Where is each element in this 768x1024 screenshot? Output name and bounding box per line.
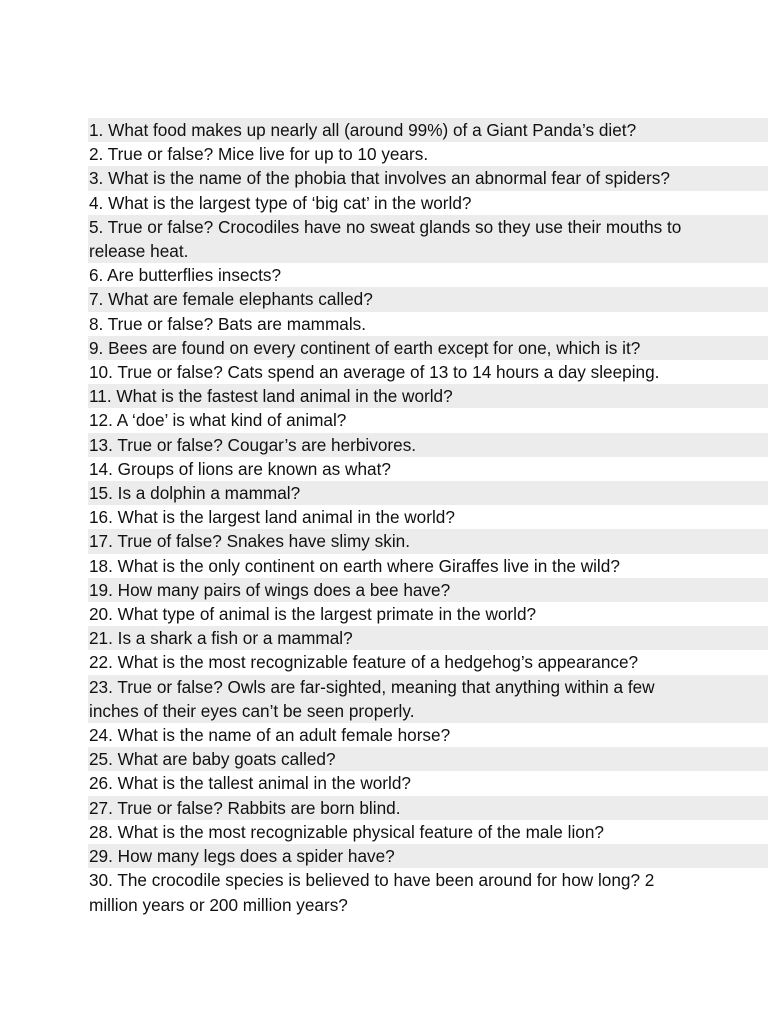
question-29: 29. How many legs does a spider have?	[88, 844, 768, 868]
question-6: 6. Are butterflies insects?	[88, 263, 768, 287]
question-2: 2. True or false? Mice live for up to 10 years.	[88, 142, 768, 166]
question-3: 3. What is the name of the phobia that involves an abnormal fear of spiders?	[88, 166, 768, 190]
question-19: 19. How many pairs of wings does a bee have?	[88, 578, 768, 602]
question-28: 28. What is the most recognizable physical feature of the male lion?	[88, 820, 768, 844]
question-26: 26. What is the tallest animal in the world?	[88, 771, 768, 795]
question-14: 14. Groups of lions are known as what?	[88, 457, 768, 481]
question-18: 18. What is the only continent on earth where Giraffes live in the wild?	[88, 554, 768, 578]
question-21: 21. Is a shark a fish or a mammal?	[88, 626, 768, 650]
question-20: 20. What type of animal is the largest primate in the world?	[88, 602, 768, 626]
question-30: 30. The crocodile species is believed to have been around for how long? 2 million years or 200 million years?	[88, 868, 768, 916]
question-7: 7. What are female elephants called?	[88, 287, 768, 311]
question-17: 17. True of false? Snakes have slimy skin.	[88, 529, 768, 553]
question-9: 9. Bees are found on every continent of earth except for one, which is it?	[88, 336, 768, 360]
question-12: 12. A ‘doe’ is what kind of animal?	[88, 408, 768, 432]
question-22: 22. What is the most recognizable feature of a hedgehog’s appearance?	[88, 650, 768, 674]
question-5: 5. True or false? Crocodiles have no sweat glands so they use their mouths to release heat.	[88, 215, 768, 263]
question-10: 10. True or false? Cats spend an average of 13 to 14 hours a day sleeping.	[88, 360, 768, 384]
question-11: 11. What is the fastest land animal in the world?	[88, 384, 768, 408]
question-25: 25. What are baby goats called?	[88, 747, 768, 771]
question-list	[88, 118, 768, 917]
question-8: 8. True or false? Bats are mammals.	[88, 312, 768, 336]
question-13: 13. True or false? Cougar’s are herbivores.	[88, 433, 768, 457]
question-24: 24. What is the name of an adult female horse?	[88, 723, 768, 747]
question-16: 16. What is the largest land animal in the world?	[88, 505, 768, 529]
question-4: 4. What is the largest type of ‘big cat’ in the world?	[88, 191, 768, 215]
question-27: 27. True or false? Rabbits are born blind.	[88, 796, 768, 820]
question-15: 15. Is a dolphin a mammal?	[88, 481, 768, 505]
question-23: 23. True or false? Owls are far-sighted, meaning that anything within a few inches of their eyes can’t be seen properly.	[88, 675, 768, 723]
question-1: 1. What food makes up nearly all (around 99%) of a Giant Panda’s diet?	[88, 118, 768, 142]
